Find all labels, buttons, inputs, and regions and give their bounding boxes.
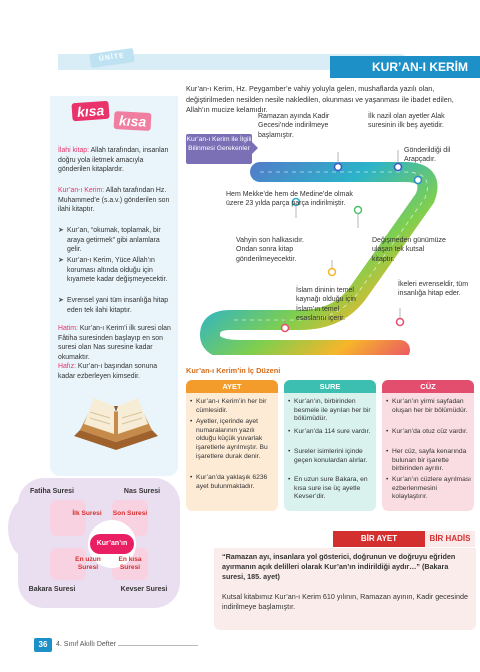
definition-ilahi-kitap: İlahi kitap: Allah tarafından, insanları doğru yola iletmek amacıyla gönderilen kitaplardır. [58,147,169,174]
column-header-cuz: CÜZ [382,380,474,394]
fatiha-label: Fatiha Suresi [30,488,74,495]
timeline-title-box: Kur’an-ı Kerim ile İlgili Bilinmesi Gerekenler [186,134,252,164]
unit-tag: ÜNİTE [89,48,135,68]
table-cell: • Kur’an’ın yirmi sayfadan oluşan her bir bölümüdür. [386,398,468,414]
timeline-item: Hem Mekke’de hem de Medine’de olmak üzere 23 yılda parça parça indirilmiştir. [226,191,353,208]
arrow-icon: ➤ [58,257,64,264]
ayet-note: Kutsal kitabımız Kur’an-ı Kerim 610 yılının, Ramazan ayının, Kadir gecesinde indirilmeye başlamıştır. [222,592,468,611]
table-cell: • Her cüz, sayfa kenarında bulunan bir işarette birbirinden ayrılır. [386,448,467,473]
center-label: Kur’an’ın [90,534,134,554]
last-surah-label: Son Suresi [112,510,148,517]
square-top-left [50,500,86,536]
arrow-icon: ➤ [58,297,64,304]
bir-hadis-tag: BİR HADİS [425,531,475,547]
nas-label: Nas Suresi [123,488,161,495]
quran-book-icon [68,384,164,454]
timeline-item: İlk nazil olan ayetler Alak suresinin ilk beş ayetidir. [368,113,445,130]
sidebar-bullet: ➤ Kur’an-ı Kerim, Yüce Allah’ın koruması altında olduğu için kıyamete kadar değişmeyecektir. [58,257,168,284]
kevser-label: Kevser Suresi [120,586,168,593]
page-number: 36 [34,638,52,652]
kisa-badge-2: kısa [114,111,152,131]
column-header-ayet: AYET [186,380,278,394]
sidebar-bullet: ➤ Evrensel yani tüm insanlığa hitap eden tek ilahi kitaptır. [58,297,169,314]
first-surah-label: İlk Suresi [72,510,102,517]
sidebar-bullet: ➤ Kur’an, “okumak, toplamak, bir araya getirmek” gibi anlamlara gelir. [58,227,161,254]
table-cell: • Kur’an’da yaklaşık 6236 ayet bulunmaktadır. [190,474,268,490]
table-cell: • Kur’an’ın cüzlere ayrılması ezberlenmesini kolaylaştırır. [386,476,472,501]
column-header-sure: SURE [284,380,376,394]
table-cell: • Kur’an-ı Kerim’in her bir cümlesidir. [190,398,267,414]
table-title: Kur’an-ı Kerim’in İç Düzeni [186,366,281,375]
shortest-surah-label: En kısa Suresi [118,556,142,571]
timeline-item: Ramazan ayında Kadir Gecesi’nde indirilmeye başlamıştır. [258,113,330,139]
table-cell: • Kur’an’da otuz cüz vardır. [386,428,468,435]
footer-divider [118,645,198,646]
longest-surah-label: En uzun Suresi [75,556,101,571]
timeline-item: İkeleri evrenseldir, tüm insanlığa hitap eder. [398,281,469,298]
intro-paragraph: Kur’an-ı Kerim, Hz. Peygamber’e vahiy yoluyla gelen, mushaflarda yazılı olan, değiştirilmeden nesilden nesile nakledilen, okunması ve yaşanması ile ibadet edilen, Allah’ın mucize kelamıdır. [186,84,454,114]
definition-hafiz: Hafız: Kur’an-ı başından sonuna kadar ezberleyen kimsedir. [58,363,158,380]
table-cell: • Ayetler, içerinde ayet numaralarının yazılı olduğu küçük yuvarlak işaretlerle ayrılmıştır. Bu işaretlere durak denir. [190,418,268,460]
table-cell: • En uzun sure Bakara, en kısa sure ise üç ayetle Kevser’dir. [288,476,368,501]
table-cell: • Kur’an’ın, birbirinden besmele ile ayrılan her bir bölümüdür. [288,398,371,423]
timeline-item: Değişmeden günümüze ulaşan tek kutsal kitaptır. [372,237,446,263]
timeline-item: İslam dininin temel kaynağı olduğu için İslam’ın temel esaslarını içerir. [296,287,356,323]
arrow-icon: ➤ [58,227,64,234]
kisa-kisa-badge [72,102,162,136]
ayet-quote: “Ramazan ayı, insanlara yol gösterici, doğrunun ve doğruyu eğriden ayırmanın açık delilleri olarak Kur’an’ın indirildiği aydır…” (Bakara suresi, 185. ayet) [222,552,456,581]
table-cell: • Kur’an’da 114 sure vardır. [288,428,371,435]
book-name: 4. Sınıf Akıllı Defter [56,641,116,648]
timeline-item: Vahyin son halkasıdır. Ondan sonra kitap gönderilmeyecektir. [236,237,304,263]
bir-ayet-tag: BİR AYET [333,531,425,547]
table-cell: • Sureler isimlerini içinde geçen konulardan alırlar. [288,448,368,464]
page-title: KUR’AN-I KERİM [372,60,468,74]
timeline-item: Gönderildiği dil Arapçadır. [404,147,451,164]
bakara-label: Bakara Suresi [28,586,76,593]
definition-kuran-kerim: Kur’an-ı Kerim: Allah tarafından Hz. Muhammed’e (s.a.v.) gönderilen son ilahi kitaptır. [58,187,170,214]
definition-hatim: Hatim: Kur’an-ı Kerim’i ilk suresi olan Fâtiha suresinden başlayıp en son suresi olan Nas suresine kadar okumaktır. [58,325,171,361]
kisa-badge-1: kısa [71,101,109,122]
